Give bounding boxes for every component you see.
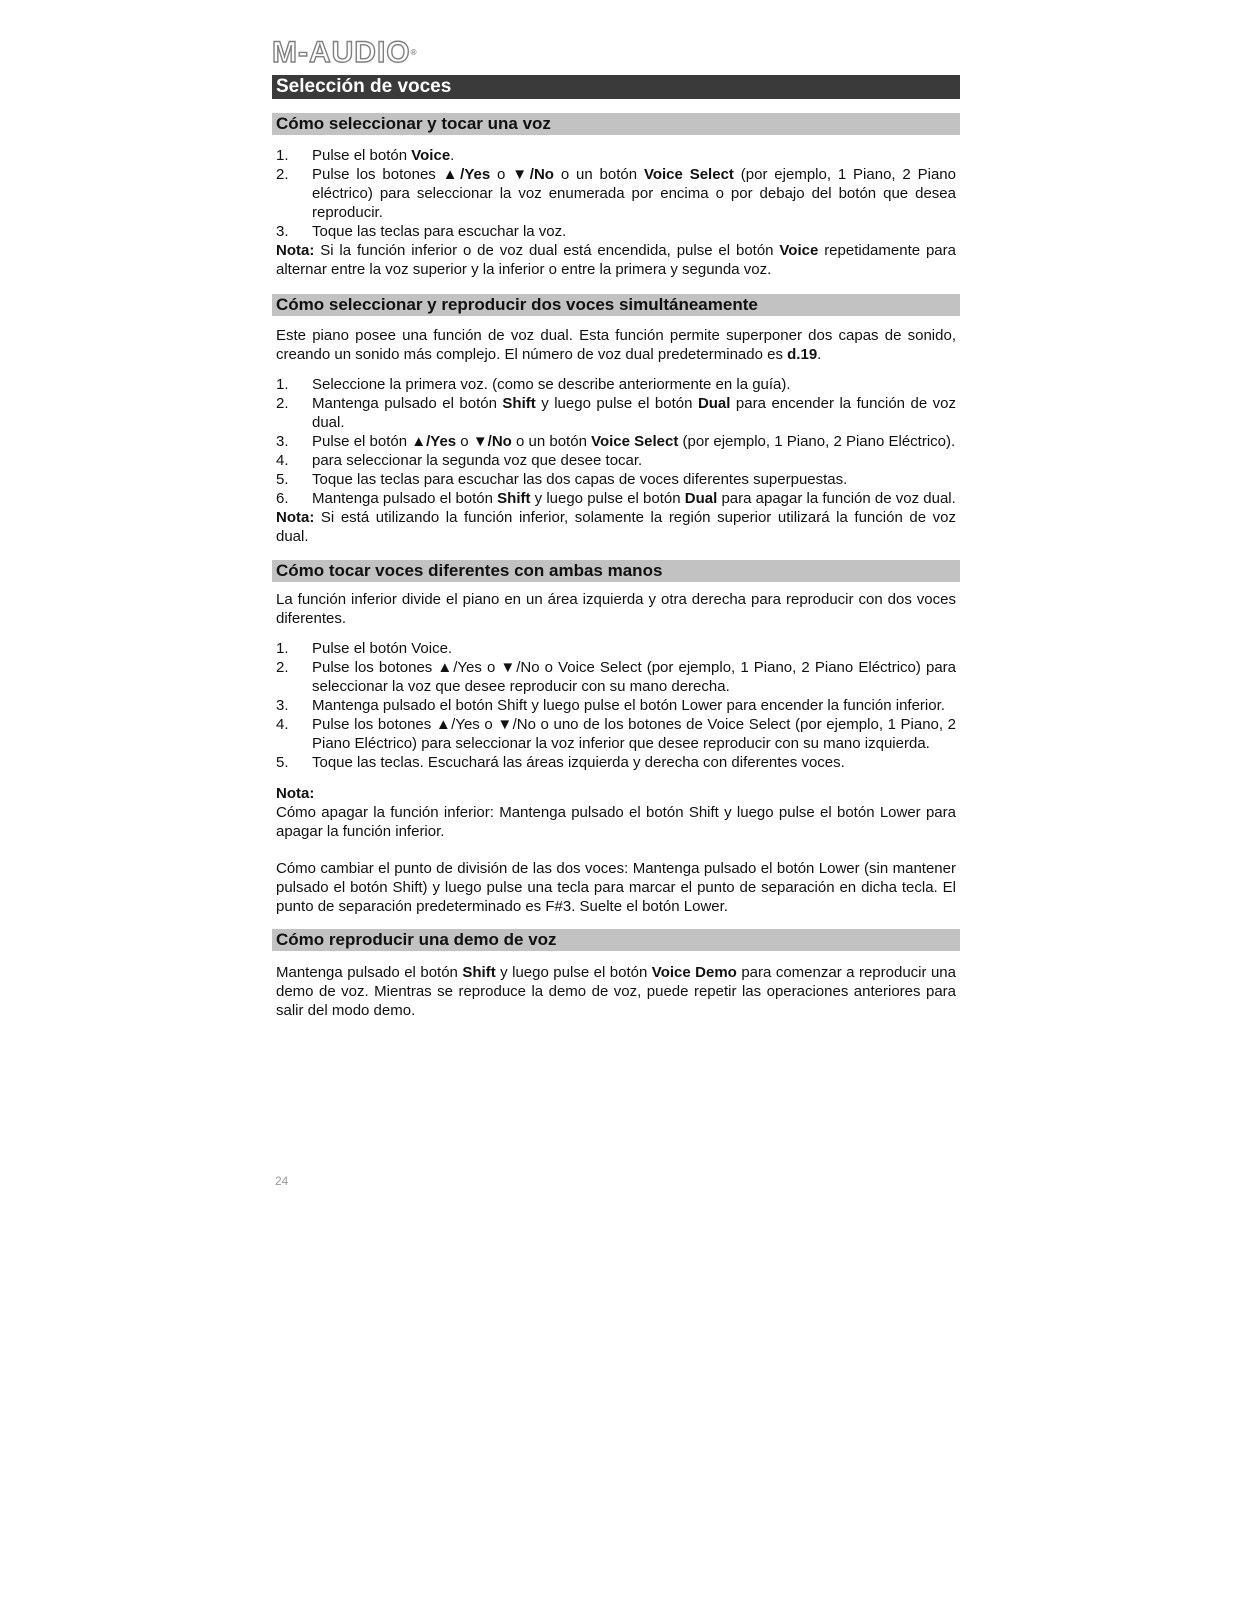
- step-item: [272, 394, 956, 432]
- text-run: Toque las teclas. Escuchará las áreas izquierda y derecha con diferentes voces.: [312, 754, 845, 771]
- section-heading: Cómo reproducir una demo de voz: [272, 929, 960, 951]
- text-run: Toque las teclas para escuchar las dos capas de voces diferentes superpuestas.: [312, 471, 848, 488]
- note-paragraph: Cómo cambiar el punto de división de las dos voces: Mantenga pulsado el botón Lower (sin mantener pulsado el botón Shift) y luego pulse una tecla para marcar el punto de separación en dicha tecla. El punto de separación predeterminado es F#3. Suelte el botón Lower.: [276, 860, 956, 915]
- step-number: 1.: [276, 640, 289, 657]
- text-run: Pulse los botones ▲/Yes o ▼/No o Voice Select (por ejemplo, 1 Piano, 2 Piano Eléctrico) para seleccionar la voz que desee reproducir con su mano derecha.: [312, 659, 956, 695]
- section-voice-demo: [272, 929, 960, 1020]
- text-run: o un botón: [511, 433, 592, 450]
- note-paragraph: Cómo apagar la función inferior: Mantenga pulsado el botón Shift y luego pulse el botón Lower para apagar la función inferior.: [276, 804, 956, 840]
- step-item: [272, 222, 956, 241]
- step-number: 5.: [276, 471, 289, 488]
- text-run: y luego pulse el botón: [530, 490, 685, 507]
- text-run: o: [490, 166, 513, 183]
- step-item: [272, 165, 956, 222]
- text-run: Pulse los botones: [312, 166, 443, 183]
- step-number: 5.: [276, 754, 289, 771]
- bold-term: Dual: [684, 490, 718, 507]
- step-number: 3.: [276, 433, 289, 450]
- step-number: 2.: [276, 395, 289, 412]
- text-run: para apagar la función de voz dual.: [717, 490, 956, 507]
- step-item: [272, 658, 956, 696]
- text-run: o: [456, 433, 473, 450]
- section-split-voice: [272, 560, 960, 916]
- note-paragraph: Nota: Si está utilizando la función inferior, solamente la región superior utilizará la función de voz dual.: [276, 509, 956, 545]
- bold-term: Shift: [502, 395, 536, 412]
- intro-paragraph: [272, 963, 960, 1020]
- bold-term: Shift: [497, 490, 531, 507]
- bold-term: ▼/No: [512, 166, 554, 183]
- text-run: Mantenga pulsado el botón: [312, 490, 498, 507]
- step-item: [272, 146, 956, 165]
- bold-term: ▼/No: [472, 433, 512, 450]
- intro-paragraph: [272, 326, 960, 364]
- step-item: [272, 639, 956, 658]
- text-run: Pulse el botón Voice.: [312, 640, 453, 657]
- step-item: [272, 696, 956, 715]
- text-run: y luego pulse el botón: [535, 395, 698, 412]
- note-label: Nota:: [276, 785, 315, 802]
- text-run: Este piano posee una función de voz dual. Esta función permite superponer dos capas de sonido, creando un sonido más complejo. El número de voz dual predeterminado es: [276, 327, 956, 363]
- steps-list: [272, 146, 960, 241]
- text-run: para seleccionar la segunda voz que desee tocar.: [312, 452, 643, 469]
- step-number: 3.: [276, 223, 289, 240]
- bold-term: Shift: [462, 964, 496, 981]
- step-item: [272, 715, 956, 753]
- text-run: Mantenga pulsado el botón Shift y luego pulse el botón Lower para encender la función inferior.: [312, 697, 945, 714]
- steps-list: [272, 375, 960, 508]
- bold-term: ▲/Yes: [442, 166, 491, 183]
- step-number: 6.: [276, 490, 289, 507]
- bold-term: Voice: [779, 242, 819, 259]
- step-item: [272, 489, 956, 508]
- step-item: [272, 432, 956, 451]
- bold-term: Voice Select: [591, 433, 679, 450]
- step-number: 3.: [276, 697, 289, 714]
- text-run: Mantenga pulsado el botón: [276, 964, 463, 981]
- page-number: 24: [275, 1174, 289, 1188]
- section-dual-voice: [272, 294, 960, 546]
- m-audio-logo: M-AUDIO®: [272, 36, 418, 69]
- section-heading: Cómo seleccionar y reproducir dos voces simultáneamente: [272, 294, 960, 316]
- text-run: para encender la función de voz dual.: [312, 395, 956, 431]
- step-number: 1.: [276, 147, 289, 164]
- step-number: 2.: [276, 166, 289, 183]
- text-run: (por ejemplo, 1 Piano, 2 Piano Eléctrico).: [678, 433, 956, 450]
- section-heading: Cómo seleccionar y tocar una voz: [272, 113, 960, 135]
- text-run: Seleccione la primera voz. (como se describe anteriormente en la guía).: [312, 376, 791, 393]
- bold-term: d.19: [787, 346, 818, 363]
- step-number: 1.: [276, 376, 289, 393]
- page-title: Selección de voces: [272, 75, 960, 99]
- text-run: (por ejemplo, 1 Piano, 2 Piano eléctrico) para seleccionar la voz enumerada por encima o por debajo del botón que desea reproducir.: [312, 166, 956, 221]
- bold-term: ▲/Yes: [411, 433, 457, 450]
- section-heading: Cómo tocar voces diferentes con ambas manos: [272, 560, 960, 582]
- step-item: [272, 470, 956, 489]
- text-run: .: [450, 147, 455, 164]
- step-item: [272, 451, 956, 470]
- bold-term: Dual: [697, 395, 731, 412]
- text-run: repetidamente para alternar entre la voz superior y la inferior o entre la primera y segunda voz.: [276, 242, 956, 278]
- page-content: [272, 75, 960, 1020]
- text-run: Pulse el botón: [312, 433, 412, 450]
- text-run: Pulse el botón: [312, 147, 412, 164]
- text-run: La función inferior divide el piano en un área izquierda y otra derecha para reproducir con dos voces diferentes.: [276, 591, 956, 627]
- bold-term: Voice: [411, 147, 451, 164]
- text-run: y luego pulse el botón: [495, 964, 652, 981]
- intro-paragraph: [272, 590, 960, 628]
- text-run: Toque las teclas para escuchar la voz.: [312, 223, 567, 240]
- text-run: o un botón: [553, 166, 644, 183]
- text-run: Si la función inferior o de voz dual está encendida, pulse el botón: [314, 242, 780, 259]
- step-number: 2.: [276, 659, 289, 676]
- text-run: .: [817, 346, 822, 363]
- note-paragraph: Nota: Si la función inferior o de voz dual está encendida, pulse el botón Voice repetidamente para alternar entre la voz superior y la inferior o entre la primera y segunda voz.: [276, 242, 956, 278]
- bold-term: Voice Select: [643, 166, 734, 183]
- steps-list: [272, 639, 960, 772]
- step-item: [272, 375, 956, 394]
- step-number: 4.: [276, 452, 289, 469]
- text-run: Si está utilizando la función inferior, solamente la región superior utilizará la función de voz dual.: [276, 509, 956, 545]
- section-select-voice: [272, 113, 960, 279]
- bold-term: Voice Demo: [651, 964, 737, 981]
- step-item: [272, 753, 956, 772]
- text-run: Pulse los botones ▲/Yes o ▼/No o uno de los botones de Voice Select (por ejemplo, 1 Piano, 2 Piano Eléctrico) para seleccionar la voz inferior que desee reproducir con su mano izquierda.: [312, 716, 956, 752]
- text-run: para comenzar a reproducir una demo de voz. Mientras se reproduce la demo de voz, puede repetir las operaciones anteriores para salir del modo demo.: [276, 964, 956, 1019]
- text-run: Mantenga pulsado el botón: [312, 395, 503, 412]
- step-number: 4.: [276, 716, 289, 733]
